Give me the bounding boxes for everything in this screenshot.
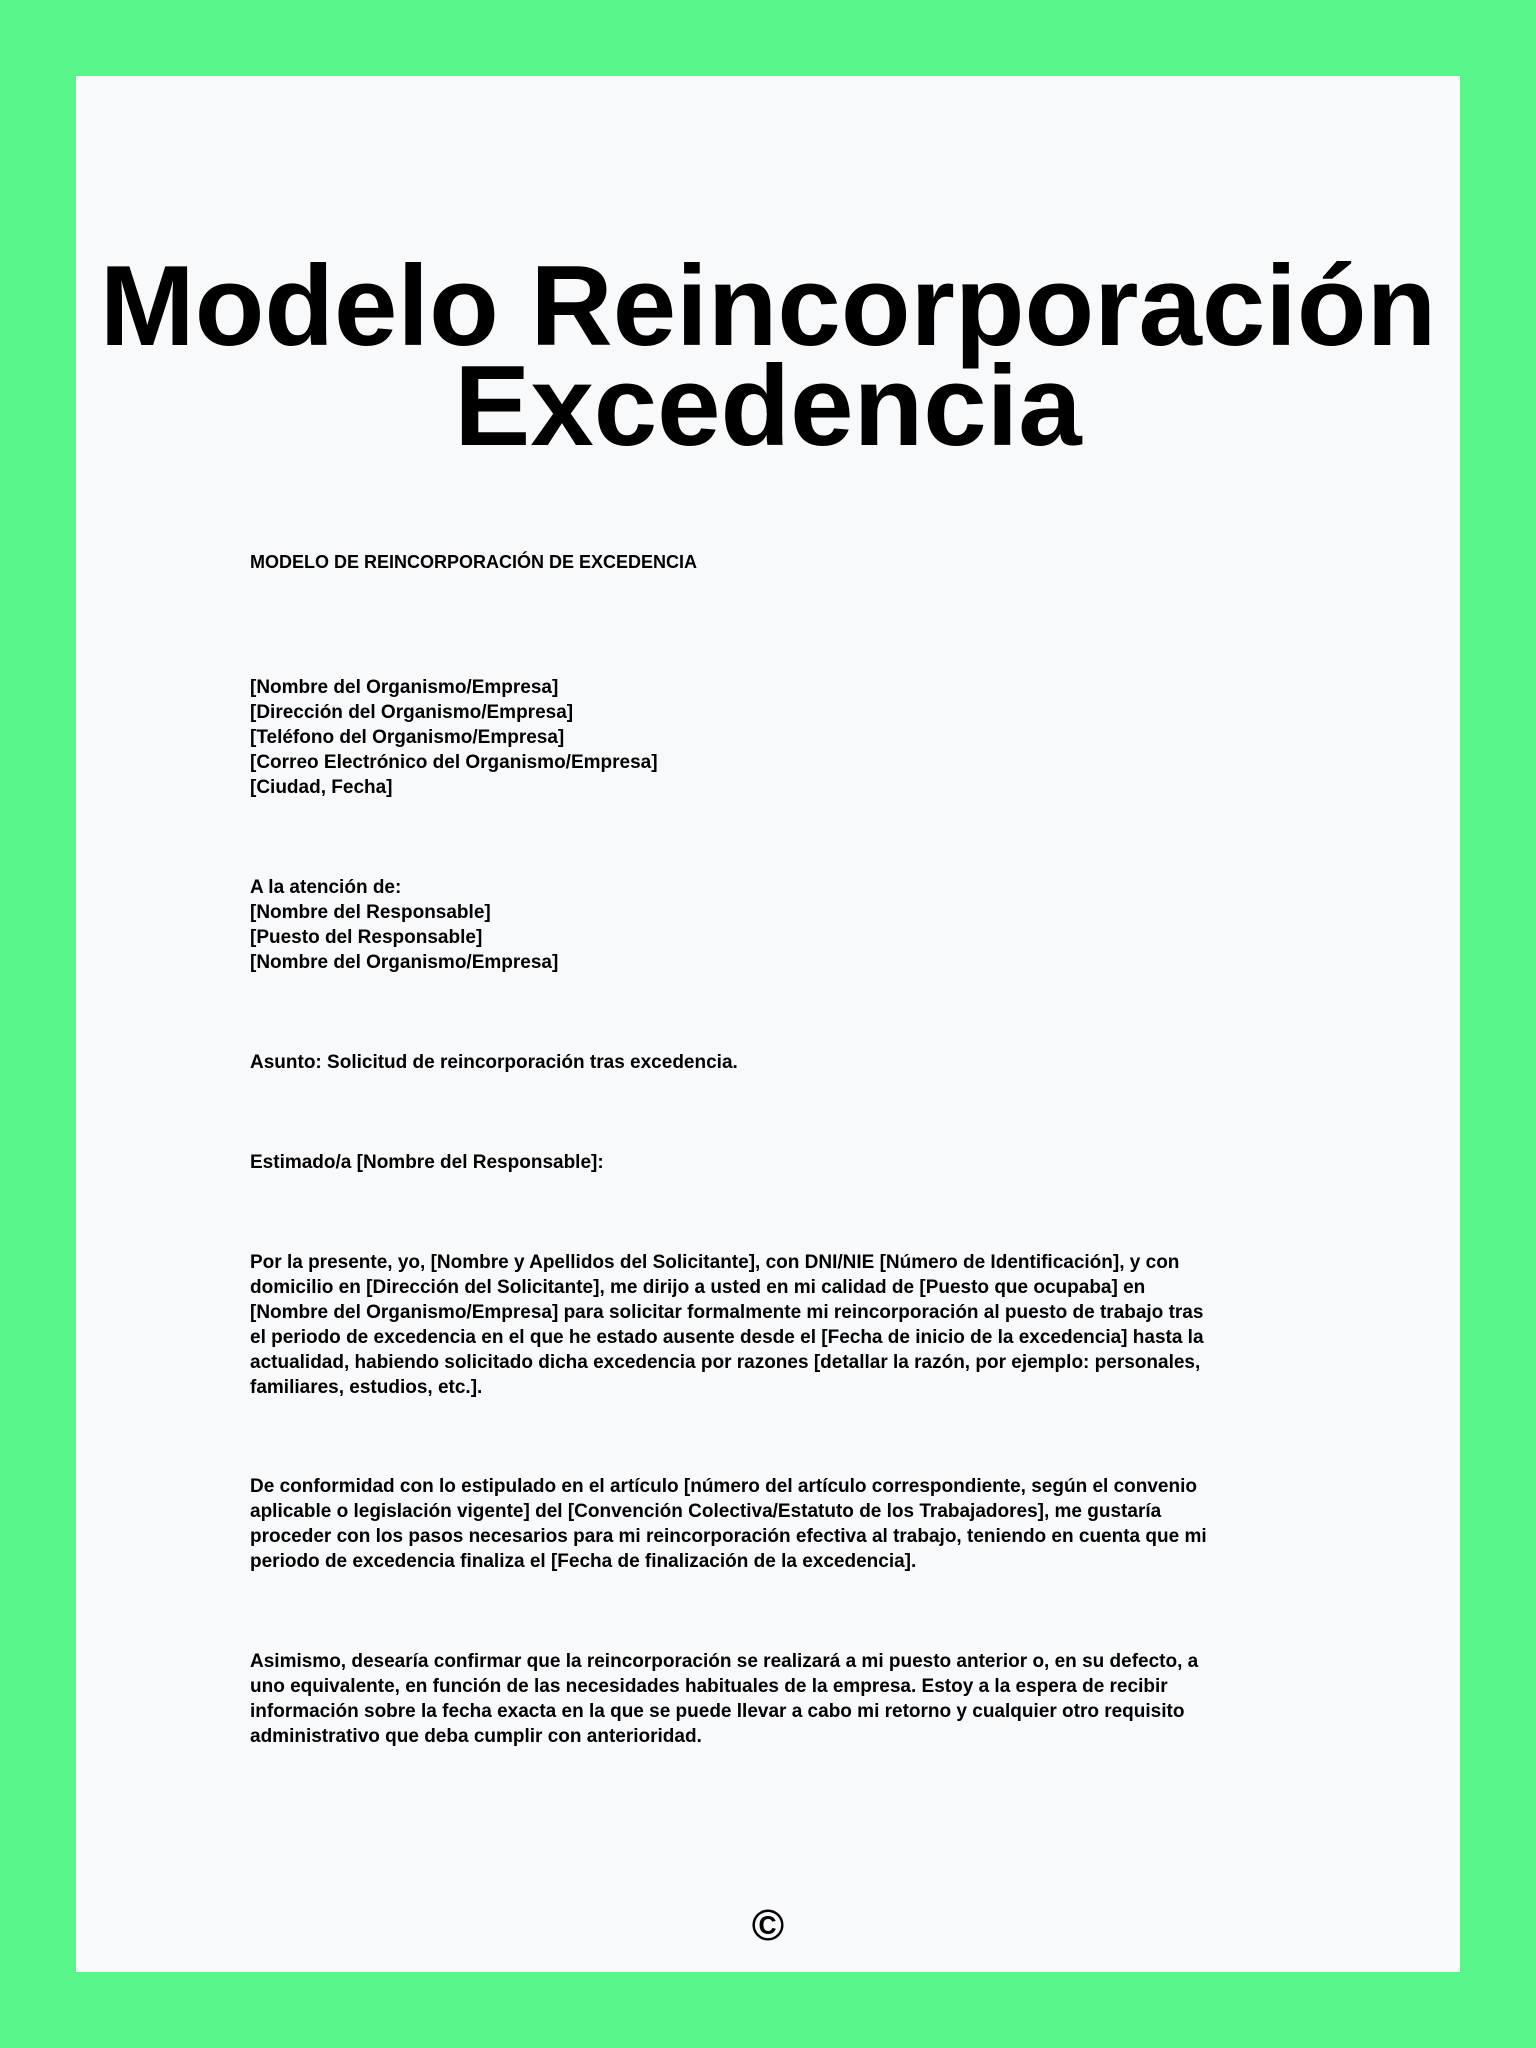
paragraph-line: proceder con los pasos necesarios para mi reincorporación efectiva al trabajo, teniendo en cuenta que mi [250,1526,1207,1547]
sender-block [250,675,658,800]
recipient-line: [Nombre del Responsable] [250,902,491,923]
paragraph-line: uno equivalente, en función de las necesidades habituales de la empresa. Estoy a la espera de recibir [250,1676,1168,1697]
paragraph-1 [250,1250,1204,1400]
paragraph-line: actualidad, habiendo solicitado dicha excedencia por razones [detallar la razón, por ejemplo: personales, [250,1352,1201,1373]
paragraph-line: De conformidad con lo estipulado en el artículo [número del artículo correspondiente, según el convenio [250,1476,1197,1497]
paragraph-line: Asimismo, desearía confirmar que la reincorporación se realizará a mi puesto anterior o, en su defecto, a [250,1651,1199,1672]
sender-line: [Nombre del Organismo/Empresa] [250,677,559,698]
paragraph-line: periodo de excedencia finaliza el [Fecha de finalización de la excedencia]. [250,1551,917,1572]
sender-line: [Ciudad, Fecha] [250,777,393,798]
copyright-icon: © [751,1901,785,1950]
sender-line: [Correo Electrónico del Organismo/Empresa] [250,752,658,773]
paragraph-line: aplicable o legislación vigente] del [Convención Colectiva/Estatuto de los Trabajadores], me gustaría [250,1501,1162,1522]
subject-line: Asunto: Solicitud de reincorporación tras excedencia. [250,1052,738,1073]
greeting: Estimado/a [Nombre del Responsable]: [250,1152,604,1173]
document-title-line-1: Modelo Reincorporación [99,243,1437,370]
recipient-block [250,875,558,975]
paragraph-line: domicilio en [Dirección del Solicitante], me dirijo a usted en mi calidad de [Puesto que ocupaba] en [250,1277,1146,1298]
paragraph-line: Por la presente, yo, [Nombre y Apellidos del Solicitante], con DNI/NIE [Número de Identificación], y con [250,1252,1180,1273]
sender-line: [Dirección del Organismo/Empresa] [250,702,574,723]
sender-line: [Teléfono del Organismo/Empresa] [250,727,565,748]
paragraph-line: familiares, estudios, etc.]. [250,1377,483,1398]
letter-heading: MODELO DE REINCORPORACIÓN DE EXCEDENCIA [250,552,698,572]
paragraph-line: información sobre la fecha exacta en la que se puede llevar a cabo mi retorno y cualquier otro requisito [250,1701,1185,1722]
paragraph-2 [250,1474,1207,1574]
paragraph-line: administrativo que deba cumplir con anterioridad. [250,1726,702,1747]
paragraph-3 [250,1649,1198,1749]
recipient-line: [Puesto del Responsable] [250,927,483,948]
recipient-line: [Nombre del Organismo/Empresa] [250,952,559,973]
document-title-line-2: Excedencia [454,343,1082,470]
paragraph-line: el periodo de excedencia en el que he estado ausente desde el [Fecha de inicio de la excedencia] hasta la [250,1327,1204,1348]
recipient-line: A la atención de: [250,877,402,898]
paragraph-line: [Nombre del Organismo/Empresa] para solicitar formalmente mi reincorporación al puesto de trabajo tras [250,1302,1204,1323]
